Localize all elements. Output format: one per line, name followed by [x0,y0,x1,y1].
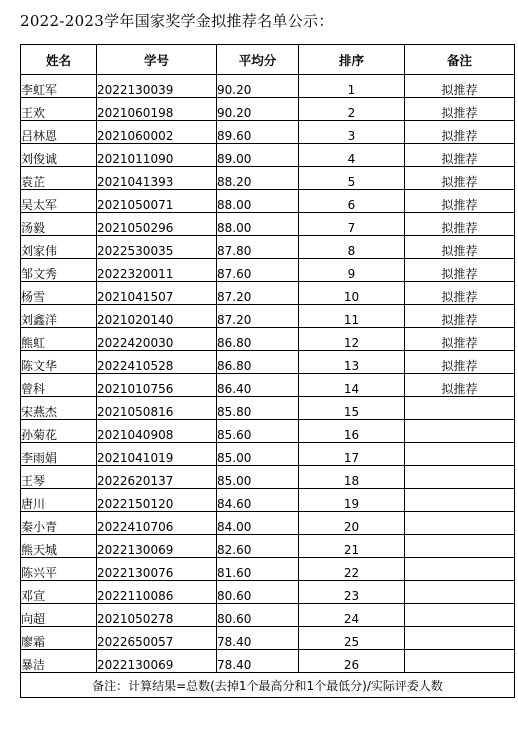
cell-student-id: 2022130076 [97,558,217,581]
table-row [21,236,515,259]
cell-student-id: 2022410528 [97,351,217,374]
cell-student-id: 2022130039 [97,75,217,98]
cell-name: 刘家伟 [21,236,97,259]
cell-rank: 22 [299,558,405,581]
table-row [21,374,515,397]
cell-average-score: 82.60 [217,535,299,558]
cell-name: 袁芷 [21,167,97,190]
cell-rank: 2 [299,98,405,121]
table-row [21,144,515,167]
cell-rank: 12 [299,328,405,351]
cell-rank: 11 [299,305,405,328]
cell-name: 陈文华 [21,351,97,374]
cell-name: 宋燕杰 [21,397,97,420]
cell-name: 李雨娟 [21,443,97,466]
cell-remark: 拟推荐 [405,190,515,213]
cell-name: 王琴 [21,466,97,489]
cell-student-id: 2021041393 [97,167,217,190]
cell-remark: 拟推荐 [405,167,515,190]
cell-average-score: 85.00 [217,443,299,466]
cell-name: 杨雪 [21,282,97,305]
cell-remark: 拟推荐 [405,98,515,121]
cell-name: 吕林恩 [21,121,97,144]
cell-remark: 拟推荐 [405,75,515,98]
cell-student-id: 2022320011 [97,259,217,282]
table-row [21,259,515,282]
table-row [21,75,515,98]
table-row [21,627,515,650]
cell-average-score: 80.60 [217,581,299,604]
cell-name: 吴太军 [21,190,97,213]
cell-student-id: 2022420030 [97,328,217,351]
cell-student-id: 2022150120 [97,489,217,512]
cell-remark [405,443,515,466]
cell-average-score: 87.80 [217,236,299,259]
cell-name: 刘鑫洋 [21,305,97,328]
cell-average-score: 88.20 [217,167,299,190]
cell-student-id: 2021020140 [97,305,217,328]
cell-remark: 拟推荐 [405,282,515,305]
cell-name: 廖霜 [21,627,97,650]
cell-rank: 3 [299,121,405,144]
cell-name: 暴洁 [21,650,97,673]
cell-average-score: 85.00 [217,466,299,489]
cell-name: 李虹军 [21,75,97,98]
table-row [21,512,515,535]
cell-student-id: 2022110086 [97,581,217,604]
cell-student-id: 2021040908 [97,420,217,443]
table-row [21,558,515,581]
cell-remark [405,512,515,535]
cell-rank: 8 [299,236,405,259]
cell-remark [405,489,515,512]
cell-average-score: 84.00 [217,512,299,535]
cell-average-score: 85.80 [217,397,299,420]
cell-average-score: 78.40 [217,627,299,650]
table-row [21,305,515,328]
cell-remark: 拟推荐 [405,328,515,351]
table-row [21,489,515,512]
table-row [21,98,515,121]
cell-rank: 7 [299,213,405,236]
cell-student-id: 2021050278 [97,604,217,627]
cell-rank: 23 [299,581,405,604]
cell-name: 孙菊花 [21,420,97,443]
cell-student-id: 2021060198 [97,98,217,121]
cell-average-score: 84.60 [217,489,299,512]
table-row [21,466,515,489]
cell-rank: 24 [299,604,405,627]
page-title: 2022-2023学年国家奖学金拟推荐名单公示： [20,12,334,30]
table-header-row [21,45,515,75]
cell-average-score: 78.40 [217,650,299,673]
table-row [21,282,515,305]
cell-average-score: 86.80 [217,351,299,374]
cell-average-score: 90.20 [217,75,299,98]
cell-name: 秦小青 [21,512,97,535]
cell-average-score: 88.00 [217,213,299,236]
cell-remark [405,558,515,581]
cell-rank: 13 [299,351,405,374]
cell-name: 邹文秀 [21,259,97,282]
header-remark: 备注 [405,45,515,75]
cell-remark [405,627,515,650]
cell-remark [405,581,515,604]
cell-student-id: 2021050071 [97,190,217,213]
table-row [21,167,515,190]
cell-remark [405,397,515,420]
cell-student-id: 2021060002 [97,121,217,144]
cell-student-id: 2021050816 [97,397,217,420]
cell-student-id: 2022130069 [97,650,217,673]
cell-rank: 26 [299,650,405,673]
table-row [21,535,515,558]
cell-student-id: 2021041507 [97,282,217,305]
table-row [21,328,515,351]
table-row [21,397,515,420]
cell-remark [405,420,515,443]
cell-rank: 9 [299,259,405,282]
footnote: 备注：计算结果=总数(去掉1个最高分和1个最低分)/实际评委人数 [21,673,515,698]
cell-student-id: 2021041019 [97,443,217,466]
table-row [21,121,515,144]
cell-name: 唐川 [21,489,97,512]
cell-student-id: 2022620137 [97,466,217,489]
cell-remark [405,535,515,558]
cell-rank: 10 [299,282,405,305]
table-row [21,581,515,604]
header-student-id: 学号 [97,45,217,75]
table-row [21,604,515,627]
footnote-row [21,673,515,698]
cell-rank: 19 [299,489,405,512]
cell-rank: 16 [299,420,405,443]
cell-average-score: 87.60 [217,259,299,282]
cell-name: 邓宣 [21,581,97,604]
cell-remark: 拟推荐 [405,144,515,167]
table-row [21,351,515,374]
cell-remark: 拟推荐 [405,213,515,236]
cell-rank: 15 [299,397,405,420]
cell-average-score: 89.00 [217,144,299,167]
scholarship-table [20,44,515,698]
cell-rank: 25 [299,627,405,650]
header-average-score: 平均分 [217,45,299,75]
cell-average-score: 85.60 [217,420,299,443]
table-row [21,443,515,466]
table-row [21,213,515,236]
cell-name: 陈兴平 [21,558,97,581]
cell-name: 刘俊诚 [21,144,97,167]
cell-average-score: 87.20 [217,282,299,305]
cell-rank: 17 [299,443,405,466]
cell-remark [405,604,515,627]
cell-student-id: 2022410706 [97,512,217,535]
cell-student-id: 2022130069 [97,535,217,558]
cell-remark [405,466,515,489]
cell-rank: 1 [299,75,405,98]
cell-student-id: 2021050296 [97,213,217,236]
table-row [21,190,515,213]
header-name: 姓名 [21,45,97,75]
cell-name: 汤毅 [21,213,97,236]
cell-student-id: 2021010756 [97,374,217,397]
cell-remark: 拟推荐 [405,305,515,328]
cell-name: 王欢 [21,98,97,121]
cell-name: 熊虹 [21,328,97,351]
table-row [21,420,515,443]
cell-rank: 21 [299,535,405,558]
cell-rank: 6 [299,190,405,213]
cell-average-score: 87.20 [217,305,299,328]
header-rank: 排序 [299,45,405,75]
cell-remark: 拟推荐 [405,351,515,374]
cell-average-score: 90.20 [217,98,299,121]
cell-student-id: 2022650057 [97,627,217,650]
cell-average-score: 86.80 [217,328,299,351]
cell-remark: 拟推荐 [405,374,515,397]
cell-remark [405,650,515,673]
cell-remark: 拟推荐 [405,236,515,259]
table-row [21,650,515,673]
cell-name: 熊天城 [21,535,97,558]
cell-rank: 4 [299,144,405,167]
cell-name: 曾科 [21,374,97,397]
cell-average-score: 80.60 [217,604,299,627]
cell-rank: 18 [299,466,405,489]
cell-remark: 拟推荐 [405,259,515,282]
cell-student-id: 2022530035 [97,236,217,259]
cell-rank: 5 [299,167,405,190]
table-body [21,75,515,673]
cell-student-id: 2021011090 [97,144,217,167]
cell-average-score: 81.60 [217,558,299,581]
cell-average-score: 89.60 [217,121,299,144]
cell-name: 向超 [21,604,97,627]
cell-rank: 14 [299,374,405,397]
cell-average-score: 86.40 [217,374,299,397]
cell-average-score: 88.00 [217,190,299,213]
cell-remark: 拟推荐 [405,121,515,144]
cell-rank: 20 [299,512,405,535]
